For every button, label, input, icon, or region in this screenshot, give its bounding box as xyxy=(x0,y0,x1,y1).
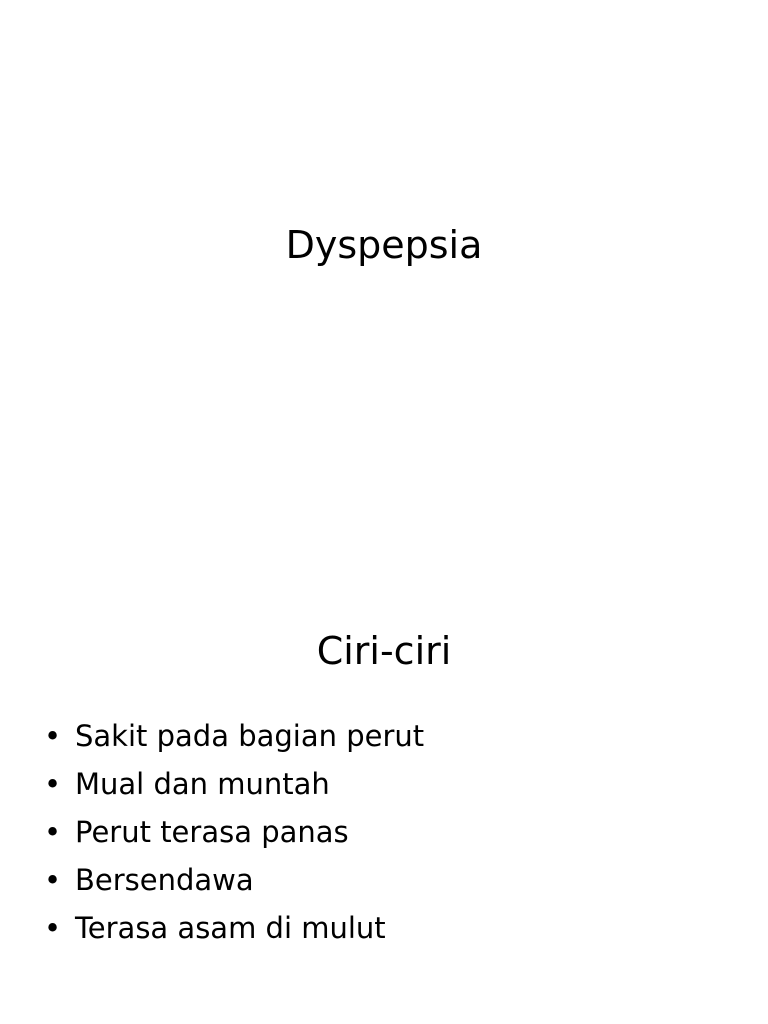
bullet-icon: • xyxy=(44,911,62,945)
bullet-icon: • xyxy=(44,719,62,753)
list-item-text: Terasa asam di mulut xyxy=(75,911,386,945)
list-item-text: Sakit pada bagian perut xyxy=(75,719,425,753)
bullet-icon: • xyxy=(44,815,62,849)
list-item xyxy=(44,764,724,812)
section-heading: Ciri-ciri xyxy=(316,629,452,673)
list-item-text: Bersendawa xyxy=(75,863,254,897)
bullet-icon: • xyxy=(44,863,62,897)
list-item-text: Perut terasa panas xyxy=(75,815,349,849)
bullet-icon: • xyxy=(44,767,62,801)
list-item xyxy=(44,908,724,956)
list-item-text: Mual dan muntah xyxy=(75,767,330,801)
list-item xyxy=(44,860,724,908)
bullet-list xyxy=(44,716,724,956)
list-item xyxy=(44,716,724,764)
list-item xyxy=(44,812,724,860)
page-title: Dyspepsia xyxy=(285,223,483,267)
